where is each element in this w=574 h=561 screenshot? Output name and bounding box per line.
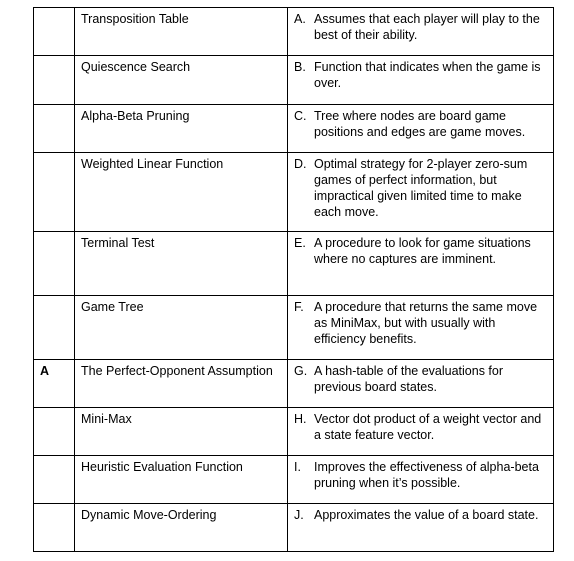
definition-letter: H. <box>294 412 307 426</box>
term-cell: Heuristic Evaluation Function <box>75 456 288 504</box>
term-cell: Transposition Table <box>75 8 288 56</box>
definition-text: Optimal strategy for 2-player zero-sum games of perfect information, but impractical given limited time to make each move. <box>314 157 528 219</box>
term-cell: Mini-Max <box>75 408 288 456</box>
matching-table <box>33 7 554 552</box>
table-row <box>34 232 554 296</box>
answer-cell[interactable] <box>34 456 75 504</box>
definition-text: A hash-table of the evaluations for previous board states. <box>314 364 504 394</box>
definition-text: A procedure that returns the same move as MiniMax, but with usually with efficiency benefits. <box>314 300 538 346</box>
answer-cell[interactable] <box>34 408 75 456</box>
definition-letter: G. <box>294 364 308 378</box>
definition-cell <box>288 153 554 232</box>
table-row <box>34 360 554 408</box>
term-cell: Quiescence Search <box>75 56 288 105</box>
definition-cell <box>288 232 554 296</box>
table-row <box>34 153 554 232</box>
definition-cell <box>288 504 554 552</box>
definition-text: Improves the effectiveness of alpha-beta pruning when it’s possible. <box>314 460 539 490</box>
definition-text: Assumes that each player will play to the best of their ability. <box>314 12 540 42</box>
definition-cell <box>288 105 554 153</box>
term-cell: Terminal Test <box>75 232 288 296</box>
table-row <box>34 504 554 552</box>
table-row <box>34 296 554 360</box>
definition-letter: F. <box>294 300 304 314</box>
definition-cell <box>288 56 554 105</box>
table-row <box>34 105 554 153</box>
answer-cell[interactable] <box>34 232 75 296</box>
definition-letter: J. <box>294 508 304 522</box>
term-cell: Game Tree <box>75 296 288 360</box>
definition-text: Function that indicates when the game is over. <box>314 60 541 90</box>
definition-cell <box>288 408 554 456</box>
definition-cell <box>288 456 554 504</box>
definition-cell <box>288 8 554 56</box>
definition-text: Tree where nodes are board game positions and edges are game moves. <box>314 109 526 139</box>
table-row <box>34 8 554 56</box>
answer-cell[interactable] <box>34 504 75 552</box>
answer-cell[interactable] <box>34 56 75 105</box>
definition-text: Approximates the value of a board state. <box>314 508 539 522</box>
definition-letter: I. <box>294 460 301 474</box>
definition-cell <box>288 296 554 360</box>
definition-text: Vector dot product of a weight vector and a state feature vector. <box>314 412 542 442</box>
answer-cell[interactable] <box>34 153 75 232</box>
answer-cell[interactable] <box>34 296 75 360</box>
answer-cell[interactable] <box>34 8 75 56</box>
definition-cell <box>288 360 554 408</box>
term-cell: Dynamic Move-Ordering <box>75 504 288 552</box>
term-cell: Weighted Linear Function <box>75 153 288 232</box>
definition-letter: B. <box>294 60 306 74</box>
table-row <box>34 456 554 504</box>
definition-letter: C. <box>294 109 307 123</box>
definition-text: A procedure to look for game situations where no captures are imminent. <box>314 236 531 266</box>
table-row <box>34 56 554 105</box>
table-row <box>34 408 554 456</box>
answer-cell[interactable]: A <box>34 360 75 408</box>
definition-letter: E. <box>294 236 306 250</box>
term-cell: Alpha-Beta Pruning <box>75 105 288 153</box>
answer-cell[interactable] <box>34 105 75 153</box>
definition-letter: D. <box>294 157 307 171</box>
term-cell: The Perfect-Opponent Assumption <box>75 360 288 408</box>
definition-letter: A. <box>294 12 306 26</box>
